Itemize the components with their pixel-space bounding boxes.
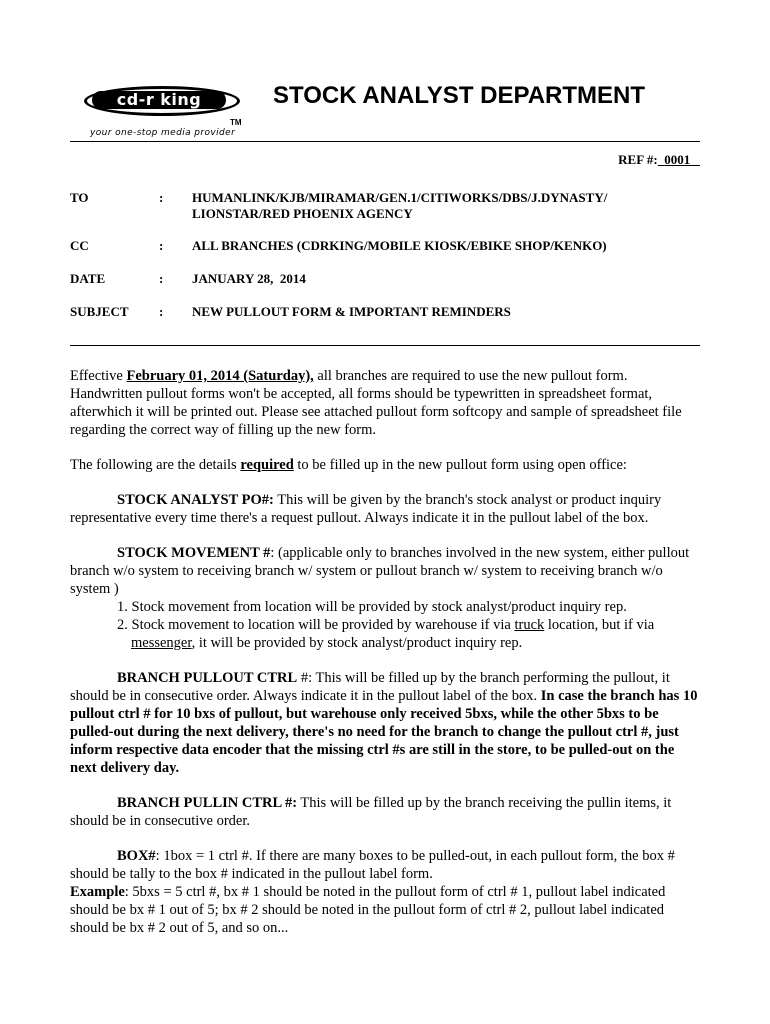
memo-to-row: [70, 190, 700, 224]
logo-trademark: TM: [230, 118, 242, 127]
memo-header-divider: [70, 345, 700, 346]
cc-label: CC: [70, 238, 89, 253]
paragraph-branch-pullout-ctrl: BRANCH PULLOUT CTRL #: This will be filled up by the branch performing the pullout, it should be in consecutive order. Always indicate it in the pullout label of the box. In case the branch has 10 pullout ctrl # for 10 bxs of pullout, but warehouse only received 5bxs, while the other 5bxs to be pulled-out during the next delivery, there's no need for the branch to change the pullout ctrl #, just inform respective data encoder that the missing ctrl #s are still in the store, to be pulled-out on the next delivery day.: [70, 670, 698, 776]
paragraph-example: Example: 5bxs = 5 ctrl #, bx # 1 should be noted in the pullout form of ctrl # 1, pullout label indicated should be bx # 1 out of 5; bx # 2 should be noted in the pullout form of ctrl # 2, pullout label indicated should be bx # 2 out of 5, and so on...: [70, 884, 666, 936]
to-value: HUMANLINK/KJB/MIRAMAR/GEN.1/CITIWORKS/DBS/J.DYNASTY/ LIONSTAR/RED PHOENIX AGENCY: [192, 190, 608, 221]
subject-value: NEW PULLOUT FORM & IMPORTANT REMINDERS: [192, 304, 511, 319]
paragraph-branch-pullin-ctrl: BRANCH PULLIN CTRL #: This will be filled up by the branch receiving the pullin items, it should be in consecutive order.: [70, 795, 672, 829]
ref-label: REF #:: [618, 152, 658, 167]
cdr-king-logo: [84, 86, 258, 140]
ref-value: 0001: [664, 152, 691, 167]
memo-body: [70, 367, 702, 954]
stock-movement-list: [70, 598, 702, 652]
header-divider: [70, 141, 700, 142]
paragraph-stock-movement: STOCK MOVEMENT #: (applicable only to branches involved in the new system, either pullout branch w/o system to receiving branch w/ system or pullout branch w/ system to receiving branch w/o system ): [70, 545, 690, 597]
memo-date-row: [70, 271, 700, 287]
date-label: DATE: [70, 271, 106, 286]
cc-colon: :: [159, 238, 164, 253]
list-item: 2. Stock movement to location will be provided by warehouse if via truck location, but if via messenger, it will be provided by stock analyst/product inquiry rep.: [117, 617, 655, 651]
to-colon: :: [159, 190, 164, 205]
reference-number: [618, 152, 700, 168]
to-label: TO: [70, 190, 89, 205]
date-colon: :: [159, 271, 164, 286]
logo-wordmark: cd-r king: [92, 91, 226, 109]
cc-value: ALL BRANCHES (CDRKING/MOBILE KIOSK/EBIKE SHOP/KENKO): [192, 238, 607, 253]
logo-tagline: your one-stop media provider: [90, 128, 236, 138]
memo-cc-row: [70, 238, 700, 254]
list-item: 1. Stock movement from location will be provided by stock analyst/product inquiry rep.: [117, 599, 627, 615]
paragraph-box-number: BOX#: 1box = 1 ctrl #. If there are many boxes to be pulled-out, in each pullout form, the box # should be tally to the box # indicated in the pullout label form.: [70, 848, 675, 882]
date-value: JANUARY 28, 2014: [192, 271, 306, 286]
subject-colon: :: [159, 304, 164, 319]
letterhead: [70, 78, 700, 140]
subject-label: SUBJECT: [70, 304, 129, 319]
department-title: STOCK ANALYST DEPARTMENT: [273, 82, 646, 109]
memo-subject-row: [70, 304, 700, 320]
paragraph-effective-date: Effective February 01, 2014 (Saturday), all branches are required to use the new pullout form. Handwritten pullout forms won't be accepted, all forms should be typewritten in spreadsheet format, afterwhich it will be printed out. Please see attached pullout form softcopy and sample of spreadsheet file regarding the correct way of filling up the new form.: [70, 368, 682, 438]
paragraph-stock-analyst-po: STOCK ANALYST PO#: This will be given by the branch's stock analyst or product inquiry representative every time there's a request pullout. Always indicate it in the pullout label of the box.: [70, 492, 662, 526]
paragraph-required-details: The following are the details required to be filled up in the new pullout form using open office:: [70, 457, 627, 473]
